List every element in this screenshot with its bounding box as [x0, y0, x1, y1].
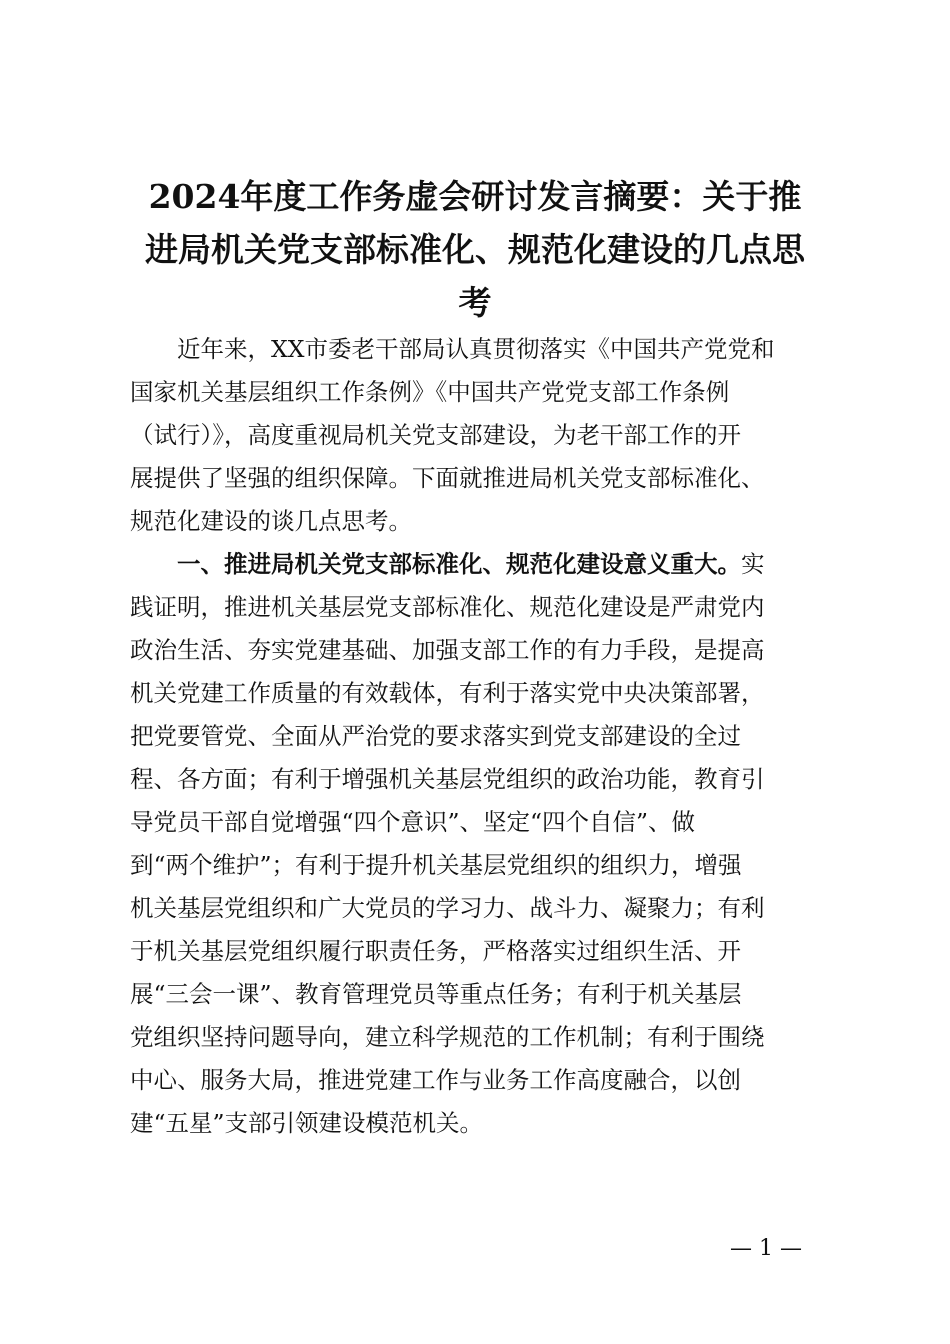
document-title [128, 170, 822, 329]
paragraph-line-tail: 实 [741, 550, 765, 578]
paragraph-line: 国家机关基层组织工作条例》《中国共产党党支部工作条例 [130, 378, 730, 406]
paragraph-line: 程、各方面；有利于增强机关基层党组织的政治功能，教育引 [130, 765, 765, 793]
title-line-3: 考 [458, 283, 492, 322]
paragraph-line: 政治生活、夯实党建基础、加强支部工作的有力手段，是提高 [130, 636, 765, 664]
section-heading: 一、推进局机关党支部标准化、规范化建设意义重大。 [177, 550, 741, 578]
paragraph-line: 中心、服务大局，推进党建工作与业务工作高度融合，以创 [130, 1066, 741, 1094]
paragraph-line: （试行）》，高度重视局机关党支部建设，为老干部工作的开 [130, 421, 741, 449]
paragraph-line: 党组织坚持问题导向，建立科学规范的工作机制；有利于围绕 [130, 1023, 765, 1051]
paragraph-line: 导党员干部自觉增强“四个意识”、坚定“四个自信”、做 [130, 808, 696, 836]
paragraph-line: 展提供了坚强的组织保障。下面就推进局机关党支部标准化、 [130, 464, 765, 492]
title-line-2: 进局机关党支部标准化、规范化建设的几点思 [145, 230, 805, 269]
paragraph-section-one [130, 543, 826, 1145]
title-line-1: 2024年度工作务虚会研讨发言摘要：关于推 [148, 177, 802, 216]
paragraph-line: 机关基层党组织和广大党员的学习力、战斗力、凝聚力；有利 [130, 894, 765, 922]
paragraph-line: 把党要管党、全面从严治党的要求落实到党支部建设的全过 [130, 722, 741, 750]
paragraph-line: 建“五星”支部引领建设模范机关。 [130, 1109, 484, 1137]
paragraph-intro [130, 328, 826, 543]
paragraph-line: 于机关基层党组织履行职责任务，严格落实过组织生活、开 [130, 937, 741, 965]
paragraph-line: 展“三会一课”、教育管理党员等重点任务；有利于机关基层 [130, 980, 742, 1008]
paragraph-line: 近年来，XX市委老干部局认真贯彻落实《中国共产党党和 [177, 335, 775, 363]
paragraph-line: 规范化建设的谈几点思考。 [130, 507, 412, 535]
document-body [130, 328, 826, 1145]
paragraph-first-line [130, 543, 826, 586]
paragraph-line: 践证明，推进机关基层党支部标准化、规范化建设是严肃党内 [130, 593, 765, 621]
page-number: — 1 — [730, 1236, 802, 1261]
paragraph-line: 到“两个维护”；有利于提升机关基层党组织的组织力，增强 [130, 851, 742, 879]
paragraph-line: 机关党建工作质量的有效载体，有利于落实党中央决策部署， [130, 679, 765, 707]
